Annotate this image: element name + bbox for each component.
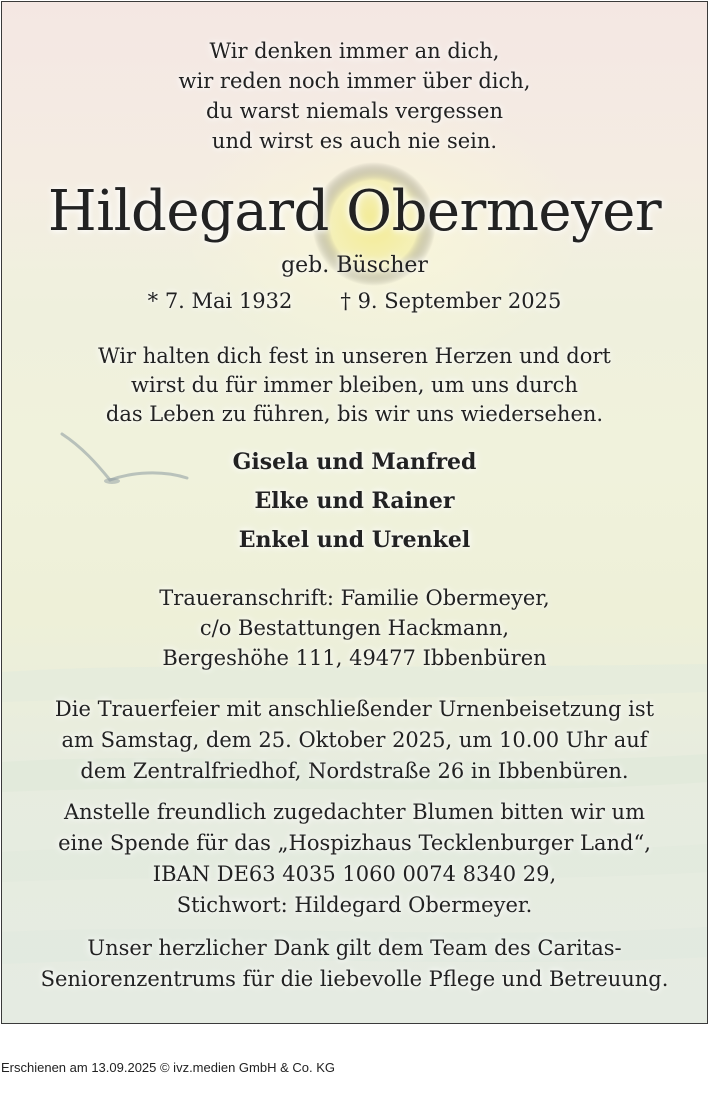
notice-content (2, 2, 707, 1023)
address-line: Traueranschrift: Familie Obermeyer, (159, 586, 550, 610)
verse-top (2, 36, 707, 156)
maiden-name-label: geb. (281, 253, 330, 278)
ceremony-line: am Samstag, dem 25. Oktober 2025, um 10.00 Uhr auf (61, 728, 648, 752)
donation-line: eine Spende für das „Hospizhaus Tecklenburger Land“, (58, 831, 651, 855)
verse-middle (2, 342, 707, 429)
deceased-name: Hildegard Obermeyer (47, 179, 662, 244)
maiden-name-value: Büscher (336, 253, 428, 278)
ceremony-line: dem Zentralfriedhof, Nordstraße 26 in Ibbenbüren. (80, 759, 629, 783)
verse-line: das Leben zu führen, bis wir uns wiedersehen. (105, 402, 604, 426)
mourners (2, 443, 707, 560)
donation-line: IBAN DE63 4035 1060 0074 8340 29, (152, 862, 557, 886)
publication-footer: Erschienen am 13.09.2025 © ivz.medien GmbH & Co. KG (1, 1060, 336, 1075)
address-line: Bergeshöhe 111, 49477 Ibbenbüren (162, 646, 547, 670)
maiden-name (2, 252, 707, 280)
verse-line: du warst niemals vergessen (205, 99, 504, 123)
birth-date: * 7. Mai 1932 (147, 289, 293, 313)
verse-line: wir reden noch immer über dich, (178, 69, 531, 93)
ceremony-info (2, 694, 707, 787)
mourning-address (2, 583, 707, 673)
obituary-notice (1, 1, 708, 1024)
death-date: † 9. September 2025 (340, 289, 562, 313)
verse-line: Wir halten dich fest in unseren Herzen und dort (98, 344, 611, 368)
verse-line: wirst du für immer bleiben, um uns durch (131, 373, 578, 397)
mourner-line: Enkel und Urenkel (238, 527, 471, 553)
donation-line: Anstelle freundlich zugedachter Blumen bitten wir um (63, 800, 645, 824)
thanks-line: Seniorenzentrums für die liebevolle Pflege und Betreuung. (40, 967, 669, 991)
thanks-note (2, 933, 707, 995)
verse-line: und wirst es auch nie sein. (211, 129, 498, 153)
donation-line: Stichwort: Hildegard Obermeyer. (176, 893, 533, 917)
life-dates (2, 287, 707, 315)
mourner-line: Elke und Rainer (254, 488, 455, 514)
verse-line: Wir denken immer an dich, (209, 39, 500, 63)
mourner-line: Gisela und Manfred (232, 449, 477, 475)
address-line: c/o Bestattungen Hackmann, (199, 616, 510, 640)
donation-info (2, 797, 707, 921)
thanks-line: Unser herzlicher Dank gilt dem Team des Caritas- (87, 936, 622, 960)
ceremony-line: Die Trauerfeier mit anschließender Urnenbeisetzung ist (54, 697, 655, 721)
